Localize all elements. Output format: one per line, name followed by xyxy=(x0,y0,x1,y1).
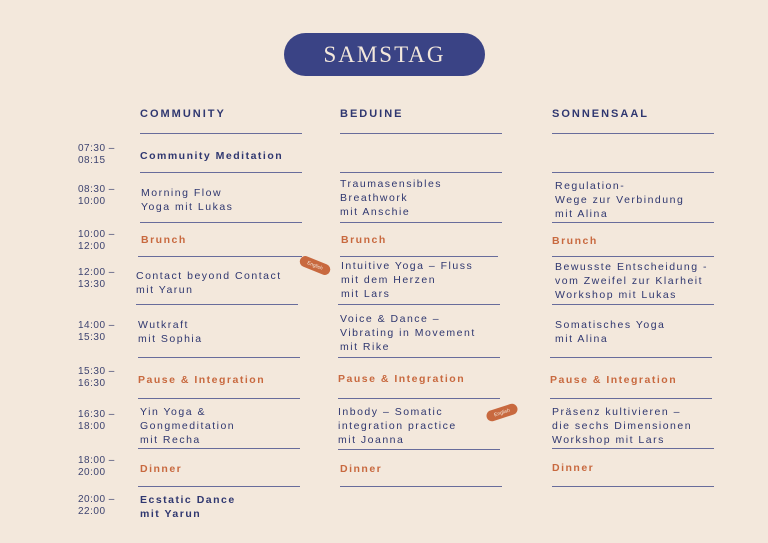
session-somatisches-yoga: Somatisches Yoga mit Alina xyxy=(555,319,666,345)
time-slot: 15:30 – 16:30 xyxy=(78,366,115,389)
session-pause-integration: Pause & Integration xyxy=(138,374,266,386)
divider xyxy=(552,172,714,173)
session-intuitive-yoga: Intuitive Yoga – Fluss mit dem Herzen mit Lars xyxy=(341,260,474,300)
session-dinner: Dinner xyxy=(552,462,595,474)
day-title-pill xyxy=(284,33,485,76)
divider xyxy=(338,304,500,305)
divider xyxy=(138,448,300,449)
divider xyxy=(338,357,500,358)
divider xyxy=(552,133,714,134)
session-bewusste-entscheidung: Bewusste Entscheidung - vom Zweifel zur Klarheit Workshop mit Lukas xyxy=(555,261,708,301)
session-brunch: Brunch xyxy=(552,235,598,247)
english-badge-label: English xyxy=(306,259,324,272)
divider xyxy=(138,398,300,399)
session-community-meditation: Community Meditation xyxy=(140,150,284,162)
divider xyxy=(140,133,302,134)
divider xyxy=(340,222,502,223)
time-slot: 16:30 – 18:00 xyxy=(78,409,115,432)
english-badge-label: English xyxy=(493,407,511,418)
session-regulation: Regulation- Wege zur Verbindung mit Alina xyxy=(555,180,685,220)
divider xyxy=(340,133,502,134)
time-slot: 18:00 – 20:00 xyxy=(78,455,115,478)
divider xyxy=(138,486,300,487)
time-slot: 08:30 – 10:00 xyxy=(78,184,115,207)
session-dinner: Dinner xyxy=(340,463,383,475)
divider xyxy=(552,486,714,487)
divider xyxy=(340,486,502,487)
column-header-sonnensaal: SONNENSAAL xyxy=(552,108,650,120)
divider xyxy=(338,449,500,450)
time-slot: 12:00 – 13:30 xyxy=(78,267,115,290)
divider xyxy=(138,357,300,358)
session-voice-dance: Voice & Dance – Vibrating in Movement mit Rike xyxy=(340,313,476,353)
session-brunch: Brunch xyxy=(141,234,187,246)
time-slot: 14:00 – 15:30 xyxy=(78,320,115,343)
divider xyxy=(552,256,714,257)
session-inbody: Inbody – Somatic integration practice mit Joanna xyxy=(338,406,457,446)
column-header-community: COMMUNITY xyxy=(140,108,226,120)
divider xyxy=(338,398,500,399)
divider xyxy=(550,357,712,358)
english-badge xyxy=(485,402,519,422)
english-badge xyxy=(298,254,332,276)
divider xyxy=(550,398,712,399)
day-title: SAMSTAG xyxy=(323,41,446,67)
session-brunch: Brunch xyxy=(341,234,387,246)
session-wutkraft: Wutkraft mit Sophia xyxy=(138,319,203,345)
session-yin-yoga: Yin Yoga & Gongmeditation mit Recha xyxy=(140,406,236,446)
time-slot: 20:00 – 22:00 xyxy=(78,494,115,517)
divider xyxy=(340,172,502,173)
divider xyxy=(140,222,302,223)
session-pause-integration: Pause & Integration xyxy=(338,373,466,385)
session-morning-flow: Morning Flow Yoga mit Lukas xyxy=(141,187,234,213)
divider xyxy=(552,222,714,223)
time-slot: 10:00 – 12:00 xyxy=(78,229,115,252)
divider xyxy=(140,172,302,173)
divider xyxy=(136,304,298,305)
session-dinner: Dinner xyxy=(140,463,183,475)
session-praesenz-kultivieren: Präsenz kultivieren – die sechs Dimensionen Workshop mit Lars xyxy=(552,406,693,446)
column-header-beduine: BEDUINE xyxy=(340,108,404,120)
divider xyxy=(552,448,714,449)
session-pause-integration: Pause & Integration xyxy=(550,374,678,386)
divider xyxy=(340,256,498,257)
divider xyxy=(552,304,714,305)
divider xyxy=(138,256,302,257)
session-contact-beyond-contact: Contact beyond Contact mit Yarun xyxy=(136,270,282,296)
session-traumasensibles-breathwork: Traumasensibles Breathwork mit Anschie xyxy=(340,178,443,218)
session-ecstatic-dance: Ecstatic Dance mit Yarun xyxy=(140,494,236,520)
time-slot: 07:30 – 08:15 xyxy=(78,143,115,166)
